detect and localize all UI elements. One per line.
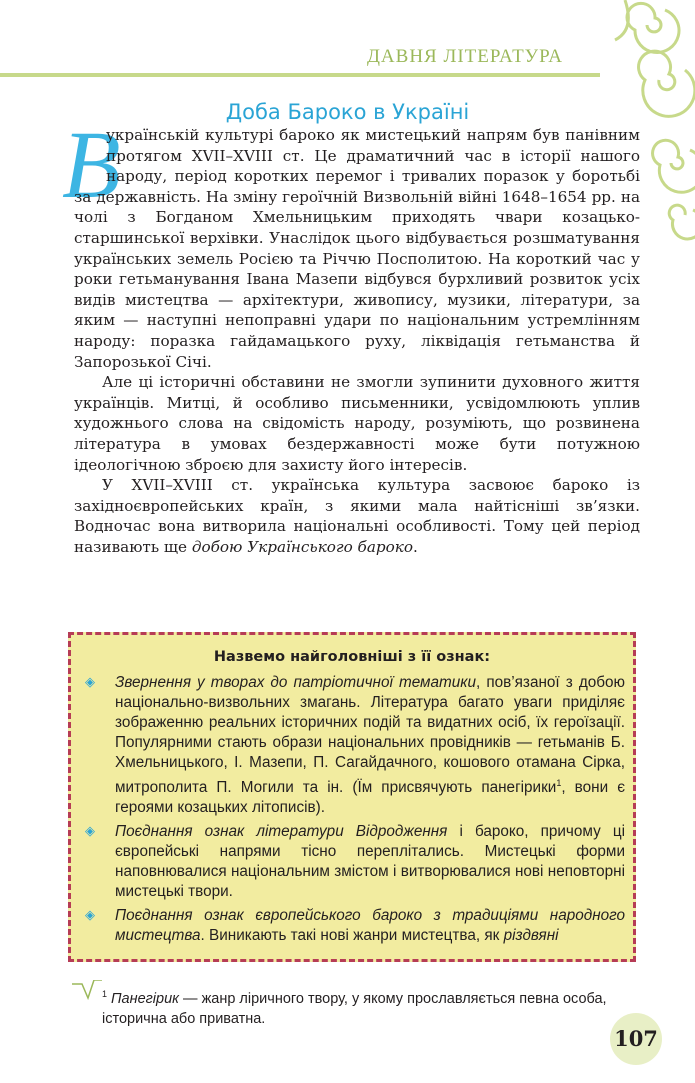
footnote-ref[interactable]: 1 [556,778,562,788]
header-rule [0,73,600,77]
diamond-bullet-icon: ◈ [85,674,95,689]
item-text: і бароко, причому ці європейські напрями тісно переплітались. Мистецькі форми наповнювалися національним змістом і витворювалися нові неповторні мистецькі твори. [115,823,625,901]
footnote-text: — жанр ліричного твору, у якому прославляється певна особа, історична або приватна. [102,990,607,1027]
item-emphasis: Поєднання ознак літератури Відродження [115,823,448,841]
footnote [72,984,638,1029]
paragraph-3-start: У XVII–XVIII ст. українська культура засвоює бароко із західноєвропейських країн, з якими мала найтісніші зв’язки. Водночас вона витворила національні особливості. Тому цей період називають ще [74,476,640,556]
item-text: . Виникають такі нові жанри мистецтва, як [200,927,504,945]
paragraph-3-end: . [412,537,418,556]
body-text [74,125,640,557]
paragraph-2: Але ці історичні обставини не змогли зупинити духовного життя українців. Митці, й особливо письменники, усвідомлюють уплив художнього слова на свідомість народу, розуміють, що розвинена література в умовах бездержавності може бути потужною ідеологічною зброєю для захисту його інтересів. [74,373,640,474]
item-emphasis: Поєднання ознак європейського бароко з традиціями народного мистецтва [115,907,625,945]
chapter-title: Доба Бароко в Україні [225,100,470,124]
item-text: , пов’язаної з добою національно-визвольних змагань. Література багато уваги приділяє зображенню реальних історичних подій та видатних осіб, їх героїзації. Популярними стають образи національних провідників — гетьманів Б. Хмельницького, І. Мазепи, П. Сагайдачного, кошового отамана Сірка, митрополита П. Могили та ін. (Їм присвячують панегірики [115,674,625,797]
paragraph-1-text: українській культурі бароко як мистецький напрям був панівним протягом XVII–XVIII ст. Це драматичний час в історії нашого народу, період коротких перемог і тривалих поразок у боротьбі за державність. На зміну героїчній Визвольній війні 1648–1654 рр. на чолі з Богданом Хмельницьким приходять чвари козацько-старшинської верхівки. Унаслідок цього відбувається розшматування українських земель Росією та Річчю Посполитою. На короткий час у роки гетьманування Івана Мазепи відбувся бурхливий розвиток усіх видів мистецтва — архітектури, живопису, музики, літератури, за яким — наступні непоправні удари по національним устремлінням народу: поразка гайдамацького руху, ліквідація гетьманства й Запорозької Січі. [74,126,640,371]
page-number: 107 [610,1013,662,1065]
drop-cap: В [62,111,121,218]
paragraph-3 [74,475,640,557]
paragraph-1 [74,125,640,372]
section-title: ДАВНЯ ЛІТЕРАТУРА [366,46,563,67]
list-item [85,822,625,902]
features-list [85,673,626,950]
features-box-title: Назвемо найголовніші з її ознак: [213,649,491,665]
item-emphasis-2: різдвяні [503,927,559,945]
features-box [68,632,636,962]
list-item [85,906,625,946]
item-emphasis: Звернення у творах до патріотичної тематики [115,674,476,691]
paragraph-3-emphasis: добою Українського бароко [191,537,413,556]
diamond-bullet-icon: ◈ [85,907,95,923]
list-item [85,673,626,818]
item-text-2: , вони є героями козацьких літописів). [115,779,626,817]
footnote-term: Панегірик [111,990,180,1007]
diamond-bullet-icon: ◈ [85,823,95,839]
footnote-number: 1 [102,989,108,999]
